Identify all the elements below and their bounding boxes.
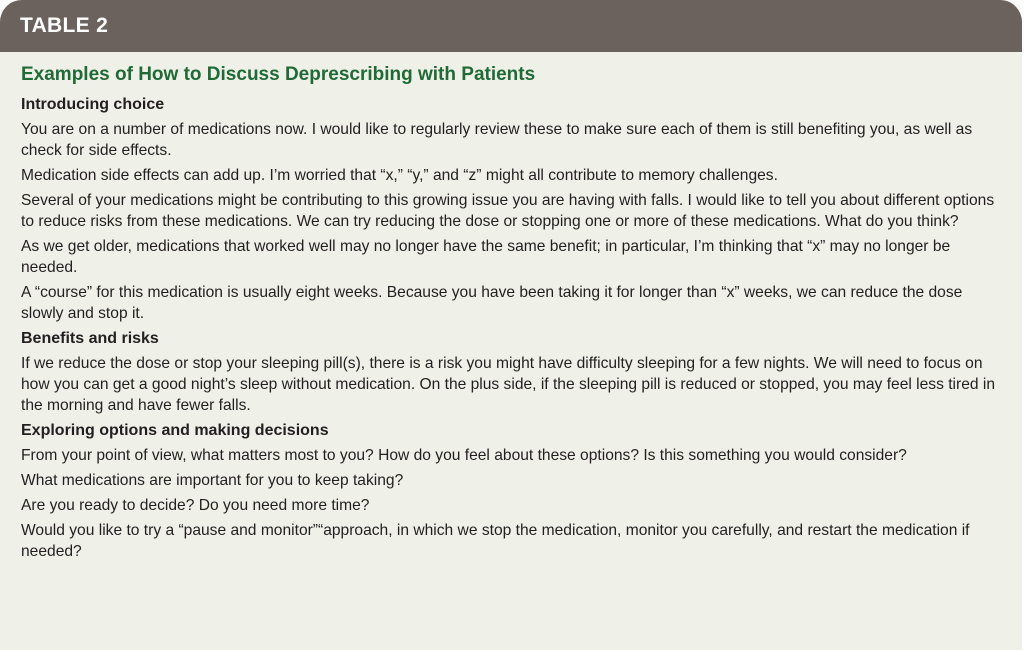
table-title: Examples of How to Discuss Deprescribing with Patients [21,64,536,85]
section-heading: Exploring options and making decisions [21,422,329,439]
example-statement: As we get older, medications that worked well may no longer have the same benefit; in particular, I’m thinking that “x” may no longer be needed. [21,238,951,276]
example-statement: What medications are important for you to keep taking? [21,472,404,489]
example-statement: Several of your medications might be contributing to this growing issue you are having with falls. I would like to tell you about different options to reduce risks from these medications. We can try reducing the dose or stopping one or more of these medications. What do you think? [21,192,995,230]
section-heading: Introducing choice [21,96,165,113]
example-statement: From your point of view, what matters most to you? How do you feel about these options? Is this something you would consider? [21,447,907,464]
example-statement: You are on a number of medications now. I would like to regularly review these to make sure each of them is still benefiting you, as well as check for side effects. [21,121,973,159]
section-heading: Benefits and risks [21,330,159,347]
section-introducing-choice [21,94,998,324]
example-statement: If we reduce the dose or stop your sleeping pill(s), there is a risk you might have difficulty sleeping for a few nights. We will need to focus on how you can get a good night’s sleep without medication. On the plus side, if the sleeping pill is reduced or stopped, you may feel less tired in the morning and have fewer falls. [21,355,996,414]
section-benefits-and-risks [21,328,998,416]
section-exploring-options [21,420,998,562]
example-statement: Would you like to try a “pause and monitor”“approach, in which we stop the medication, monitor you carefully, and restart the medication if needed? [21,522,970,560]
example-statement: Medication side effects can add up. I’m worried that “x,” “y,” and “z” might all contribute to memory challenges. [21,167,778,184]
table-header-bar [0,0,1022,52]
example-statement: Are you ready to decide? Do you need more time? [21,497,370,514]
table-content [0,52,1022,562]
table-number-label: TABLE 2 [20,14,109,37]
example-statement: A “course” for this medication is usually eight weeks. Because you have been taking it for longer than “x” weeks, we can reduce the dose slowly and stop it. [21,284,963,322]
